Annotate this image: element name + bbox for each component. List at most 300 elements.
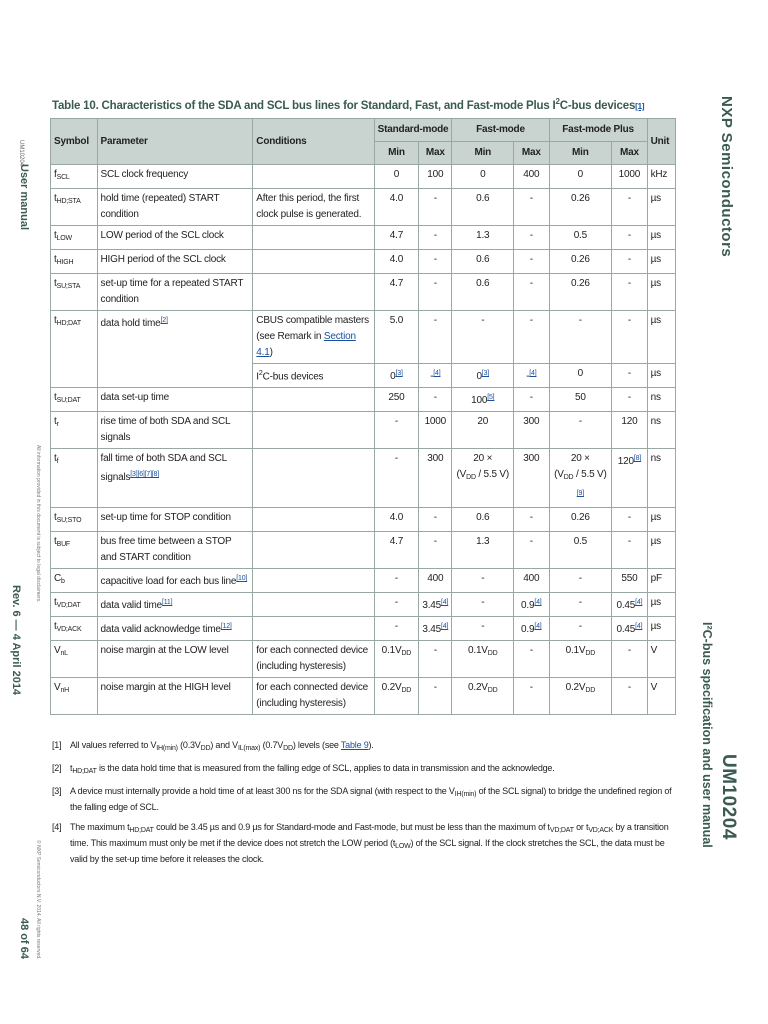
table-row (51, 250, 676, 274)
col-plus-max: Max (612, 142, 647, 165)
value-text: 0.45 (616, 624, 636, 636)
value-text: 0.6 (476, 512, 490, 524)
characteristics-table (50, 118, 676, 715)
cell-unit: ns (647, 412, 675, 449)
cell-fmin (452, 388, 514, 412)
cell-symbol (51, 449, 98, 508)
value-text: 1.3 (476, 230, 490, 241)
symbol-subscript: HD;DAT (56, 320, 81, 327)
cell-conditions (253, 311, 374, 364)
footnote-number: [2] (52, 763, 62, 773)
value-text: 400 (523, 169, 540, 180)
cell-smax (419, 412, 452, 449)
footnote-tail: ). (368, 740, 374, 750)
cell-unit: kHz (647, 165, 675, 189)
cell-smax (419, 226, 452, 250)
cell-conditions (253, 189, 374, 226)
cell-fmax (514, 412, 549, 449)
cell-symbol (51, 189, 98, 226)
parameter-text: noise margin at the HIGH level (100, 682, 231, 694)
footnote-item (52, 821, 678, 866)
value-text: - (394, 416, 398, 428)
cell-fmin (452, 364, 514, 388)
value-text: - (529, 254, 533, 265)
cell-conditions (253, 274, 374, 311)
copyright-notice: © NXP Semiconductors N.V. 2014. All rights reserved. (35, 840, 41, 960)
symbol-text: t (54, 453, 57, 465)
cell-smin (374, 508, 419, 532)
cell-smax (419, 593, 452, 617)
cell-fmax (514, 250, 549, 274)
value-text: - (627, 536, 631, 548)
cell-smax (419, 678, 452, 715)
table-row (51, 617, 676, 641)
col-fast-min: Min (452, 142, 514, 165)
footnote-text-part: or t (573, 822, 589, 832)
cell-smax (419, 508, 452, 532)
manual-label: User manual (18, 164, 30, 231)
value-text: - (578, 315, 582, 326)
cell-smax (419, 364, 452, 388)
conditions-text: for each connected device (including hysteresis) (256, 682, 369, 710)
cell-fmin (452, 274, 514, 311)
symbol-subscript: f (56, 458, 59, 466)
value-text: - (578, 597, 582, 609)
value-subscript: DD (487, 687, 498, 695)
cell-conditions (253, 449, 374, 508)
cell-conditions (253, 617, 374, 641)
value-text: 50 (574, 392, 586, 404)
value-text: - (627, 230, 631, 241)
symbol-text: f (54, 169, 57, 180)
cell-pmax (612, 388, 647, 412)
cell-conditions (253, 641, 374, 678)
symbol-subscript: BUF (56, 541, 70, 549)
parameter-ref-link[interactable]: [2] (160, 317, 168, 324)
cell-symbol (51, 311, 98, 388)
cell-pmax (612, 593, 647, 617)
footnote-subscript: VD;ACK (588, 827, 614, 834)
footnote-text-part: by a transition time. This maximum must only be met if the device does not stretch the LOW period (t (70, 822, 669, 848)
parameter-text: LOW period of the SCL clock (100, 230, 224, 241)
cell-smax (419, 274, 452, 311)
parameter-ref-link[interactable]: [3][6][7][8] (130, 471, 159, 479)
value-line2-subscript: DD (466, 474, 476, 482)
value-text: - (627, 392, 631, 404)
value-ref-link[interactable]: [9] (576, 490, 584, 498)
cell-smax (419, 532, 452, 569)
page-number: 48 of 64 (18, 918, 30, 959)
symbol-subscript: r (56, 421, 59, 429)
value-text: 1.3 (476, 536, 490, 548)
value-text: 100 (471, 395, 488, 407)
section-link[interactable]: Section 4.1 (256, 331, 356, 358)
value-text: 400 (523, 573, 540, 585)
value-line2: (V (554, 469, 564, 481)
value-text: - (433, 193, 437, 204)
parameter-text: set-up time for STOP condition (100, 512, 231, 524)
value-text: - (627, 512, 631, 524)
cell-fmin (452, 593, 514, 617)
value-ref-link[interactable]: [4] (529, 370, 537, 377)
cell-unit: µs (647, 617, 675, 641)
table-row (51, 311, 676, 364)
cell-symbol (51, 274, 98, 311)
cell-fmin (452, 311, 514, 364)
value-text: - (529, 278, 533, 289)
value-text: 4.7 (389, 230, 404, 241)
value-line2-tail: / 5.5 V) (573, 469, 607, 481)
value-text: - (526, 371, 530, 382)
symbol-text: t (54, 416, 57, 428)
symbol-text: t (54, 621, 57, 633)
value-ref-link[interactable]: [8] (633, 455, 642, 463)
symbol-text: t (54, 536, 57, 548)
value-text: 20 (477, 416, 489, 428)
cell-pmax (612, 569, 647, 593)
footnote-text-part: of the SCL signal) to bridge the undefined region of the falling edge of SCL. (70, 786, 672, 812)
cell-smax (419, 311, 452, 364)
value-line2-subscript: DD (563, 474, 574, 482)
value-text: 0.9 (521, 624, 535, 636)
parameter-text: noise margin at the LOW level (100, 645, 229, 657)
value-text: - (433, 230, 437, 241)
col-plus-min: Min (549, 142, 612, 165)
cell-symbol (51, 250, 98, 274)
value-line2: (V (456, 469, 467, 481)
cell-conditions (253, 532, 374, 569)
value-text: 4.0 (389, 512, 404, 524)
cell-fmax (514, 569, 549, 593)
cell-pmax (612, 364, 647, 388)
value-text: - (481, 621, 485, 633)
cell-pmin (549, 641, 612, 678)
cell-smin (374, 364, 419, 388)
footnote-subscript: IL(max) (237, 745, 261, 752)
cell-parameter (97, 593, 253, 617)
value-text: - (578, 621, 582, 633)
cell-fmax (514, 274, 549, 311)
cell-parameter (97, 449, 253, 508)
cell-conditions (253, 412, 374, 449)
cell-parameter (97, 189, 253, 226)
value-text: 0.9 (521, 600, 535, 612)
cell-pmax (612, 226, 647, 250)
value-text: - (481, 315, 485, 326)
value-text: 0 (393, 169, 400, 180)
value-ref-link[interactable]: [3] (481, 370, 490, 377)
symbol-subscript: nL (60, 650, 68, 658)
conditions-prefix: I (256, 371, 259, 383)
cell-fmin (452, 532, 514, 569)
symbol-subscript: SCL (56, 174, 70, 181)
value-text: 0.26 (571, 278, 590, 289)
value-text: 250 (388, 392, 405, 404)
conditions-tail: ) (269, 347, 273, 358)
conditions-text: for each connected device (including hysteresis) (256, 645, 369, 673)
table-row (51, 508, 676, 532)
parameter-text: hold time (repeated) START condition (100, 193, 220, 220)
table-row (51, 274, 676, 311)
cell-parameter (97, 412, 253, 449)
cell-unit: µs (647, 508, 675, 532)
cell-pmax (612, 508, 647, 532)
cell-smin (374, 250, 419, 274)
table-row (51, 189, 676, 226)
symbol-subscript: VD;DAT (56, 602, 81, 610)
symbol-text: t (54, 392, 57, 404)
cell-fmin (452, 508, 514, 532)
cell-pmax (612, 311, 647, 364)
cell-smax (419, 569, 452, 593)
cell-pmax (612, 617, 647, 641)
legal-disclaimer: All information provided in this document is subject to legal disclaimers. (35, 445, 41, 603)
table-body (51, 165, 676, 715)
cell-pmin (549, 364, 612, 388)
cell-fmax (514, 311, 549, 364)
col-standard-mode: Standard-mode (374, 119, 452, 142)
table-row (51, 593, 676, 617)
value-text: 0.26 (571, 512, 590, 524)
value-ref-link[interactable]: [4] (534, 599, 542, 607)
value-subscript: DD (585, 650, 596, 658)
value-text: 20 × (570, 453, 590, 465)
value-text: 0.6 (476, 278, 490, 289)
parameter-text: capacitive load for each bus line (100, 576, 237, 588)
symbol-text: V (54, 682, 61, 694)
value-ref-link[interactable]: [4] (433, 370, 441, 377)
value-text: 0 (476, 371, 482, 382)
cell-pmin (549, 165, 612, 189)
value-text: 0.1V (565, 645, 586, 657)
value-ref-link[interactable]: [3] (395, 370, 403, 377)
cell-fmin (452, 569, 514, 593)
value-subscript: DD (487, 650, 498, 658)
footnote-text (70, 785, 678, 814)
cell-smin (374, 617, 419, 641)
footnote-text-part: ) of the SCL signal. If the clock stretches the SCL, the data must be valid by the set-up time before it releases the clock. (70, 838, 665, 864)
footnote-text (70, 821, 678, 866)
cell-conditions (253, 165, 374, 189)
symbol-subscript: VD;ACK (56, 626, 82, 634)
parameter-text: rise time of both SDA and SCL signals (100, 416, 230, 444)
value-ref-link[interactable]: [4] (635, 623, 643, 631)
symbol-text: t (54, 230, 57, 241)
footnote-text (70, 739, 678, 755)
value-text: 300 (523, 416, 540, 428)
footnote-text-lead: All values referred to V (70, 740, 157, 750)
cell-smin (374, 678, 419, 715)
cell-fmax (514, 508, 549, 532)
symbol-subscript: SU;STO (56, 517, 82, 525)
cell-pmin (549, 311, 612, 364)
cell-pmin (549, 226, 612, 250)
table-title-ref-link[interactable]: [1] (635, 101, 645, 111)
cell-conditions (253, 678, 374, 715)
cell-conditions (253, 593, 374, 617)
footnote-subscript: DD (283, 745, 293, 752)
footnote-subscript: HD;DAT (72, 768, 97, 775)
symbol-subscript: b (61, 578, 65, 586)
value-text: - (627, 368, 631, 379)
cell-smax (419, 165, 452, 189)
cell-smin (374, 226, 419, 250)
document-title: I²C-bus specification and user manual (700, 622, 714, 848)
cell-pmin (549, 617, 612, 641)
parameter-text: set-up time for a repeated START condition (100, 278, 244, 305)
value-ref-link[interactable]: [5] (487, 394, 495, 402)
parameter-text: data valid acknowledge time (100, 624, 221, 636)
cell-parameter (97, 165, 253, 189)
value-text: 120 (617, 456, 634, 468)
value-text: 0.26 (571, 254, 590, 265)
symbol-text: t (54, 278, 57, 289)
cell-smin (374, 641, 419, 678)
cell-pmin (549, 189, 612, 226)
cell-smin (374, 388, 419, 412)
value-text: 20 × (473, 453, 493, 465)
cell-pmax (612, 274, 647, 311)
document-ident: UM10204 (18, 140, 24, 167)
cell-pmin (549, 274, 612, 311)
value-text: - (433, 278, 437, 289)
col-fast-mode-plus: Fast-mode Plus (549, 119, 647, 142)
value-text: 300 (523, 453, 540, 465)
parameter-text: SCL clock frequency (100, 169, 189, 180)
table-title-tail: C-bus devices (559, 99, 636, 112)
cell-fmax (514, 678, 549, 715)
cell-symbol (51, 678, 98, 715)
conditions-text: After this period, the first clock pulse is generated. (256, 193, 362, 220)
cell-smin (374, 274, 419, 311)
value-text: 0.1V (468, 645, 488, 657)
symbol-text: t (54, 512, 57, 524)
cell-smin (374, 311, 419, 364)
col-unit: Unit (647, 119, 675, 165)
value-text: - (433, 392, 437, 404)
symbol-text: V (54, 645, 61, 657)
cell-unit: µs (647, 250, 675, 274)
cell-symbol (51, 165, 98, 189)
value-text: 4.7 (389, 536, 404, 548)
conditions-text: C-bus devices (262, 371, 324, 383)
cell-parameter (97, 311, 253, 388)
cell-fmin (452, 189, 514, 226)
cell-unit: pF (647, 569, 675, 593)
value-text: 0.26 (571, 193, 590, 204)
symbol-text: t (54, 597, 57, 609)
footnote-text-part: could be 3.45 µs and 0.9 µs for Standard-mode and Fast-mode, but must be less than the maximum of t (153, 822, 550, 832)
value-text: - (481, 573, 485, 585)
cell-fmin (452, 617, 514, 641)
cell-fmax (514, 165, 549, 189)
value-ref-link[interactable]: [4] (534, 623, 542, 631)
parameter-text: data valid time (100, 600, 163, 612)
footnote-subscript: IH(min) (454, 791, 477, 798)
footnote-text (70, 762, 678, 778)
value-text: - (627, 682, 631, 694)
footnote-table-link[interactable]: Table 9 (340, 740, 369, 750)
parameter-ref-link[interactable]: [12] (220, 623, 232, 631)
value-text: - (627, 645, 631, 657)
value-text: 0.2V (381, 682, 402, 694)
cell-smax (419, 641, 452, 678)
value-text: - (481, 597, 485, 609)
parameter-text: HIGH period of the SCL clock (100, 254, 226, 265)
cell-smax (419, 189, 452, 226)
cell-parameter (97, 388, 253, 412)
value-text: 100 (427, 169, 444, 180)
parameter-text: data hold time (100, 318, 161, 329)
cell-smin (374, 165, 419, 189)
parameter-ref-link[interactable]: [10] (236, 575, 248, 583)
value-text: - (529, 392, 533, 404)
value-text: 3.45 (422, 624, 442, 636)
value-text: - (394, 597, 398, 609)
value-text: 0.5 (573, 230, 587, 241)
table-row (51, 165, 676, 189)
cell-symbol (51, 569, 98, 593)
symbol-subscript: SU;DAT (56, 397, 81, 405)
footnote-item (52, 762, 678, 778)
cell-pmax (612, 449, 647, 508)
col-fast-max: Max (514, 142, 549, 165)
cell-conditions (253, 388, 374, 412)
cell-parameter (97, 532, 253, 569)
value-text: - (627, 278, 631, 289)
cell-fmin (452, 226, 514, 250)
footnote-text-lead: A device must internally provide a hold time of at least 300 ns for the SDA signal (with respect to the V (70, 786, 455, 796)
footnote-text-part: ) and V (210, 740, 238, 750)
cell-pmax (612, 412, 647, 449)
value-text: - (529, 536, 533, 548)
value-text: - (433, 512, 437, 524)
parameter-ref-link[interactable]: [11] (162, 599, 173, 607)
value-text: 550 (621, 573, 638, 585)
table-row (51, 388, 676, 412)
value-text: 0 (577, 169, 584, 180)
value-text: - (578, 416, 582, 428)
cell-conditions (253, 569, 374, 593)
value-text: - (529, 315, 533, 326)
footnotes (52, 739, 678, 873)
cell-conditions (253, 364, 374, 388)
value-ref-link[interactable]: [4] (441, 599, 449, 607)
table-row (51, 412, 676, 449)
cell-parameter (97, 226, 253, 250)
value-text: 0 (390, 371, 396, 382)
value-text: - (529, 230, 533, 241)
value-text: 0.5 (573, 536, 587, 548)
value-text: - (433, 315, 437, 326)
cell-parameter (97, 569, 253, 593)
value-ref-link[interactable]: [4] (635, 599, 643, 607)
value-text: 0.6 (476, 254, 490, 265)
footnote-item (52, 739, 678, 755)
conditions-sup: 2 (258, 370, 263, 377)
symbol-subscript: SU;STA (56, 283, 81, 290)
table-row (51, 641, 676, 678)
value-ref-link[interactable]: [4] (441, 623, 449, 631)
value-text: 0.6 (476, 193, 490, 204)
col-std-min: Min (374, 142, 419, 165)
cell-smin (374, 412, 419, 449)
cell-parameter (97, 678, 253, 715)
footnote-subscript: IH(min) (156, 745, 178, 752)
footnote-text-lead: t (70, 763, 73, 773)
value-text: - (394, 573, 398, 585)
cell-fmin (452, 678, 514, 715)
